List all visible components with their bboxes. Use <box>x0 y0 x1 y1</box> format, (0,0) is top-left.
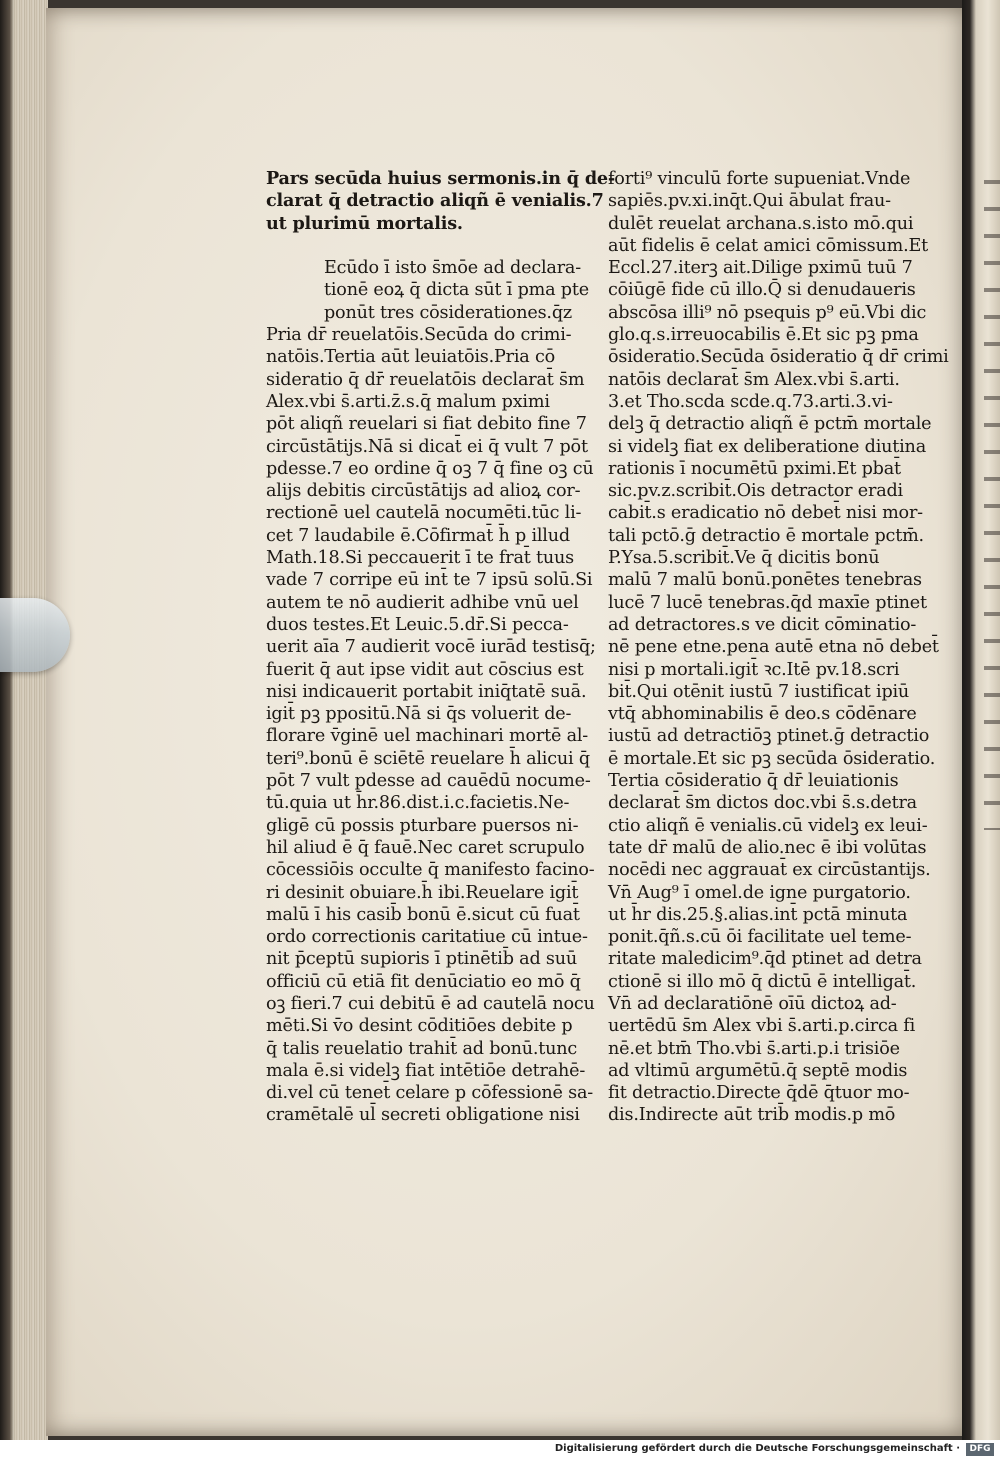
text-line: Pars secūda huius sermonis.in q̄ de- <box>266 168 616 189</box>
text-line: lucē 7 lucē tenebras.q̄d maxīe ptinet <box>608 592 927 613</box>
text-line: natōis.Tertia aūt leuiatōis.Pria cō <box>266 347 555 368</box>
text-line: fuerit q̄ aut ipse vidit aut cōscius est <box>266 659 584 680</box>
text-line: tate dr̄ malū de alio.nec ē ibi volūtas <box>608 837 927 858</box>
text-line: nē.et btm̄ Tho.vbi s̄.arti.p.i trisiōe <box>608 1038 900 1059</box>
text-line: pōt 7 vult pdesse ad cauēdū nocume- <box>266 771 591 792</box>
text-line: cōiūgē fide cū illo.Q̄ si denudaueris <box>608 280 916 301</box>
text-column-left <box>266 168 616 1127</box>
text-line: q̄ talis reuelatio trahit̄ ad bonū.tunc <box>266 1038 578 1059</box>
text-line: pōt aliqñ reuelari si fiat debito fine 7 <box>266 414 587 435</box>
text-line: ri desinit obuiare.h̄ ibi.Reuelare igit̄ <box>266 882 579 903</box>
text-line: ctionē si illo mō q̄ dictū ē intelligat̄. <box>608 971 917 992</box>
binding-shadow <box>0 0 14 1440</box>
text-line: abscōsa illi⁹ nō psequis p⁹ eū.Vbi dic <box>608 302 927 323</box>
text-line: tionē eoꝝ q̄ dicta sūt ī pma pte <box>324 280 589 301</box>
text-line: Math.18.Si peccauerit ī te frat̄ tuus <box>266 548 574 569</box>
text-line: Vn̄ Aug⁹ ī omel.de igne purgatorio. <box>608 882 911 903</box>
text-line: ritate maledicim⁹.q̄d ptinet ad detra <box>608 949 922 970</box>
text-line: uerit aīa 7 audierit vocē iurād testisq̄; <box>266 637 596 658</box>
text-line: 3.et Tho.scda scde.q.73.arti.3.vi- <box>608 391 893 412</box>
text-line: alijs debitis circūstātijs ad alioꝝ cor- <box>266 481 581 502</box>
text-line: rectionē uel cautelā nocumēti.tūc li- <box>266 503 582 524</box>
text-line: dulēt reuelat archana.s.isto mō.qui <box>608 213 914 234</box>
text-line: declarat̄ s̄m dictos doc.vbi s̄.s.detra <box>608 793 917 814</box>
text-line: iustū ad detractiōꝫ ptinet.ḡ detractio <box>608 726 930 747</box>
text-line: fit detractio.Directe q̄dē q̄tuor mo- <box>608 1083 910 1104</box>
text-line: nē pene etne.pena autē etna nō debet̄ <box>608 637 939 658</box>
text-line: igit̄ pꝫ ppositū.Nā si q̄s voluerit de- <box>266 704 572 725</box>
text-line: Ecūdo ī isto s̄mōe ad declara- <box>324 258 581 279</box>
text-line: gligē cū possis pturbare puersos ni- <box>266 815 579 836</box>
text-line: cōcessiōis occulte q̄ manifesto facino- <box>266 860 595 881</box>
text-line: circūstātijs.Nā si dicat̄ ei q̄ vult 7 pōt <box>266 436 588 457</box>
text-line: nisi indicauerit portabit iniq̄tatē suā. <box>266 681 587 702</box>
text-line: florare v̄ginē uel machinari mortē al- <box>266 726 589 747</box>
facing-page-edge <box>984 170 1000 830</box>
text-line: nocēdi nec aggrauat̄ ex circūstantijs. <box>608 860 931 881</box>
text-line: natōis declarat̄ s̄m Alex.vbi s̄.arti. <box>608 369 900 390</box>
text-line: oꝫ fieri.7 cui debitū ē ad cautelā nocu <box>266 993 595 1014</box>
text-line: dis.Indirecte aūt trib̄ modis.p mō <box>608 1105 896 1126</box>
text-line: cet 7 laudabile ē.Cōfirmat̄ h̄ p illud <box>266 525 570 546</box>
text-line: di.vel cū tenet̄ celare p cōfessionē sa- <box>266 1083 594 1104</box>
text-line <box>266 235 576 257</box>
text-line: ctio aliqñ ē venialis.cū videlꝫ ex leui- <box>608 815 928 836</box>
dfg-logo: DFG <box>966 1443 994 1456</box>
text-line: cramētalē ul̄ secreti obligatione nisi <box>266 1105 580 1126</box>
text-line: tali pctō.ḡ detractio ē mortale pctm̄. <box>608 525 924 546</box>
text-line: teri⁹.bonū ē sciētē reuelare h̄ alicui q̄ <box>266 748 590 769</box>
text-line: tū.quia ut h̄r.86.dist.i.c.facietis.Ne- <box>266 793 570 814</box>
text-line: rationis ī nocumētū pximi.Et pbat̄ <box>608 458 901 479</box>
text-line: Tertia cōsideratio q̄ dr̄ leuiationis <box>608 771 899 792</box>
text-line: Alex.vbi s̄.arti.z̄.s.q̄ malum pximi <box>266 391 550 412</box>
text-line: P.Ysa.5.scribit̄.Ve q̄ dicitis bonū <box>608 548 880 569</box>
text-line: sic.pv.z.scribit̄.Ois detractor eradi <box>608 481 903 502</box>
text-line: malū ī his casib̄ bonū ē.sicut cū fuat̄ <box>266 904 580 925</box>
text-line: nisi p mortali.igit̄ ꝛc.Itē pv.18.scri <box>608 659 900 680</box>
text-line: bit̄.Qui otēnit iustū 7 iustificat ipiū <box>608 681 910 702</box>
text-line: ut h̄r dis.25.§.alias.int̄ pctā minuta <box>608 904 908 925</box>
text-line: Eccl.27.iterꝫ ait.Dilige pximū tuū 7 <box>608 258 913 279</box>
text-line: ponūt tres cōsiderationes.q̄z <box>324 302 572 323</box>
text-line: autem te nō audierit adhibe vnū uel <box>266 592 579 613</box>
text-line: ordo correctionis caritatiue cū intue- <box>266 927 588 948</box>
text-line: nit p̄ceptū supioris ī ptinētib̄ ad suū <box>266 949 578 970</box>
text-line: sideratio q̄ dr̄ reuelatōis declarat̄ s̄m <box>266 369 585 390</box>
text-line: Pria dr̄ reuelatōis.Secūda do crimi- <box>266 325 572 346</box>
text-line: pdesse.7 eo ordine q̄ oꝫ 7 q̄ fine oꝫ cū <box>266 458 594 479</box>
footer-bar <box>0 1440 1000 1460</box>
footer-credit: Digitalisierung gefördert durch die Deutsche Forschungsgemeinschaft · <box>554 1443 960 1454</box>
text-line: officiū cū etiā fit denūciatio eo mō q̄ <box>266 971 581 992</box>
text-line: hil aliud ē q̄ fauē.Nec caret scrupulo <box>266 837 585 858</box>
text-line: mēti.Si v̄o desint cōditiōes debite p <box>266 1016 573 1037</box>
text-line: malū 7 malū bonū.ponētes tenebras <box>608 570 922 591</box>
text-line: aūt fidelis ē celat amici cōmissum.Et <box>608 235 929 256</box>
text-line: delꝫ q̄ detractio aliqñ ē pctm̄ mortale <box>608 414 932 435</box>
text-line: uertēdū s̄m Alex vbi s̄.arti.p.circa fi <box>608 1016 916 1037</box>
text-line: ponit.q̄ñ.s.cū ōi facilitate uel teme- <box>608 927 912 948</box>
text-line: duos testes.Et Leuic.5.dr̄.Si pecca- <box>266 614 569 635</box>
text-line: vtq̄ abhominabilis ē deo.s cōdēnare <box>608 704 917 725</box>
text-line: ad detractores.s ve dicit cōminatio- <box>608 614 917 635</box>
text-line: ē mortale.Et sic pꝫ secūda ōsideratio. <box>608 748 936 769</box>
text-column-right <box>608 168 949 1127</box>
text-line: clarat q̄ detractio aliqñ ē venialis.7 <box>266 190 604 212</box>
text-line: si videlꝫ fiat ex deliberatione diutina <box>608 436 926 457</box>
text-line: sapiēs.pv.xi.inq̄t.Qui ābulat frau- <box>608 191 891 212</box>
text-line: ad vltimū argumētū.q̄ septē modis <box>608 1060 908 1081</box>
text-line: ut plurimū mortalis. <box>266 212 463 234</box>
text-line: cabit̄.s eradicatio nō debet̄ nisi mor- <box>608 503 923 524</box>
text-line: glo.q.s.irreuocabilis ē.Et sic pꝫ pma <box>608 325 919 346</box>
text-line: mala ē.si videlꝫ fiat intētiōe detrahē- <box>266 1060 586 1081</box>
text-line: forti⁹ vinculū forte supueniat.Vnde <box>608 169 911 189</box>
text-line: ōsideratio.Secūda ōsideratio q̄ dr̄ crimi <box>608 347 949 368</box>
text-line: vade 7 corripe eū int̄ te 7 ipsū solū.Si <box>266 570 593 591</box>
text-line: Vn̄ ad declaratiōnē oīū dictoꝝ ad- <box>608 993 897 1014</box>
